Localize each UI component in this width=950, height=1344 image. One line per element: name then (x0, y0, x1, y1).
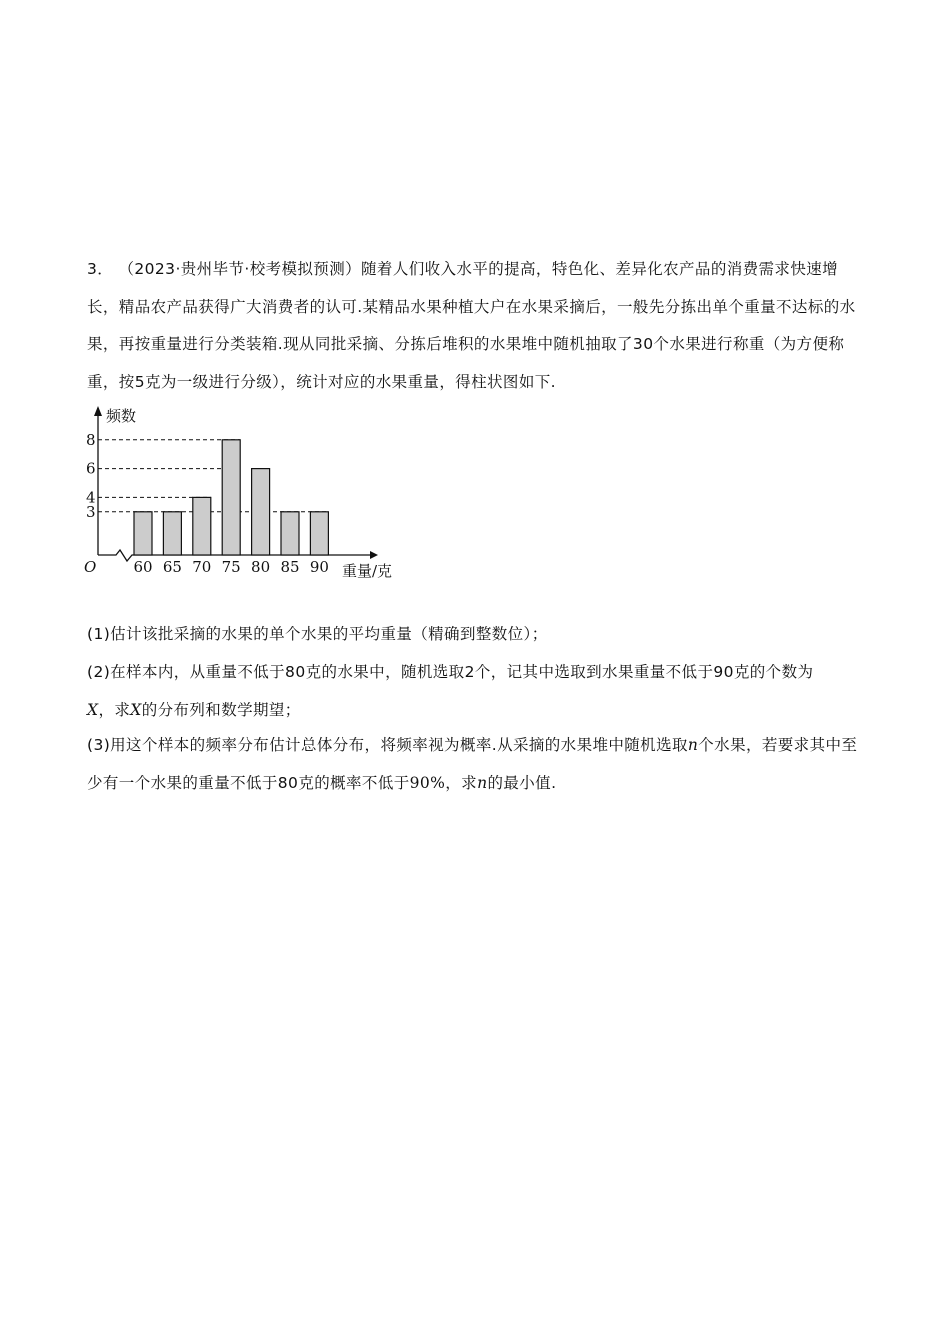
bar-65 (163, 512, 181, 555)
bar-90 (310, 512, 328, 555)
bar-85 (281, 512, 299, 555)
problem-source: （2023·贵州毕节·校考模拟预测） (118, 260, 362, 278)
variable-n-2: n (477, 773, 488, 792)
x-tick-90: 90 (309, 558, 329, 576)
variable-n: n (687, 736, 699, 754)
y-tick-3: 3 (86, 502, 96, 521)
question-3: (3)用这个样本的频率分布估计总体分布，将频率视为概率.从采摘的水果堆中随机选取n个水果，若要求其中至少有一个水果的重量不低于80克的概率不低于90%，求n的最小值. (87, 736, 858, 792)
y-tick-4: 4 (86, 488, 96, 507)
problem-body: 随着人们收入水平的提高，特色化、差异化农产品的消费需求快速增长，精品农产品获得广大消费者的认可.某精品水果种植大户在水果采摘后，一般先分拣出单个重量不达标的水果，再按重量进行分类装箱.现从同批采摘、分拣后堆积的水果堆中随机抽取了30个水果进行称重（为方便称重，按5克为一级进行分级），统计对应的水果重量，得柱状图如下. (87, 260, 856, 391)
x-tick-70: 70 (192, 558, 212, 576)
y-tick-8: 8 (86, 430, 96, 449)
problem-number: 3． (87, 260, 114, 278)
y-axis-label: 频数 (106, 407, 137, 425)
origin-label: O (84, 558, 97, 576)
dashed-reference-lines (98, 440, 328, 512)
bar-70 (193, 497, 211, 555)
x-tick-85: 85 (280, 558, 300, 576)
bar-80 (252, 469, 270, 555)
problem-statement (87, 251, 867, 401)
y-tick-6: 6 (86, 459, 96, 478)
percent-value: 90% (409, 773, 446, 792)
bar-60 (134, 512, 152, 555)
variable-x: X (87, 700, 99, 719)
x-tick-80: 80 (251, 558, 271, 576)
x-tick-75: 75 (221, 558, 241, 576)
question-2: (2)在样本内，从重量不低于80克的水果中，随机选取2个，记其中选取到水果重量不低于90克的个数为 X，求X的分布列和数学期望； (87, 663, 814, 719)
bar-75 (222, 440, 240, 555)
x-axis-arrow (370, 551, 378, 559)
x-axis-label: 重量/克 (342, 562, 393, 580)
frequency-bar-chart (80, 400, 410, 585)
x-tick-65: 65 (162, 558, 182, 576)
y-axis-arrow (94, 406, 102, 416)
x-tick-60: 60 (133, 558, 153, 576)
variable-x-2: X (130, 700, 142, 719)
question-1: (1)估计该批采摘的水果的单个水果的平均重量（精确到整数位）； (87, 625, 548, 643)
